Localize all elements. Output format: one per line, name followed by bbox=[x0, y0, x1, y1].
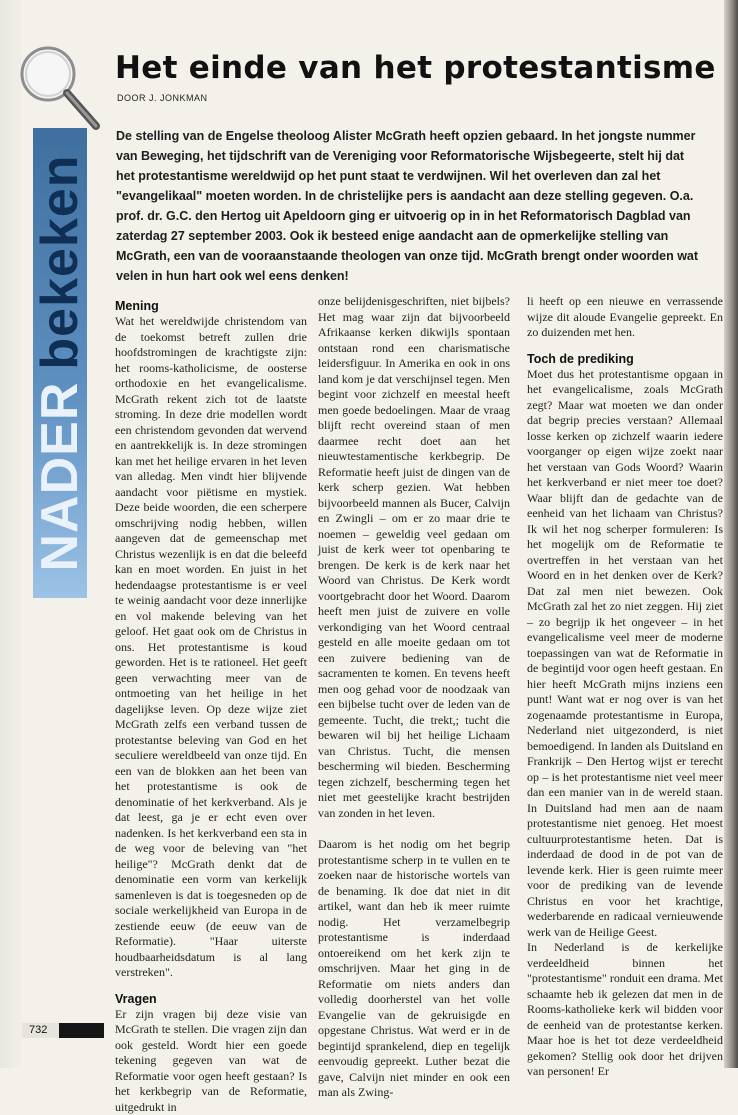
paragraph: onze belijdenisgeschriften, niet bijbels? Het mag waar zijn dat bijvoorbeeld Afrikaanse kerken dikwijls spontaan ontstaan rond een charismatische leidersfiguur. In Amerika en ook in ons land kom je dat verschijnsel tegen. Men begint voor zichzelf en meestal heeft men goede bedoelingen. Maar de vraag blijft recht overeind staan of men daarmee recht doet aan het nieuwtestamentische kerkbegrip. De Reformatie heeft juist de dingen van de kerk scherp gezien. Wat hebben bijvoorbeeld mannen als Bucer, Calvijn en Zwingli – om er zo maar drie te noemen – geweldig veel gedaan om juist de kerk weer tot openbaring te brengen. De kerk is de kerk naar het Woord van Christus. De Kerk wordt voortgebracht door het Woord. Daarom heeft men juist de zuivere en volle verkondiging van het Woord centraal gesteld en alle moeite gedaan om tot een zuivere bediening van de sacramenten te komen. En tevens heeft men oog gehad voor de noodzaak van een bijbelse tucht over de leden van de gemeente. Tucht, die trekt,; tucht die bewaren wil bij het heilige Lichaam van Christus. Tucht, die mensen bescherming wil bieden. Bescherming tegen zichzelf, bescherming tegen het niet met geestelijke kracht bestrijden van zonden in het leven. bbox=[318, 294, 510, 821]
column-3 bbox=[527, 294, 723, 1080]
paragraph: Er zijn vragen bij deze visie van McGrath te stellen. Die vragen zijn dan ook gesteld. Wordt hier een goede tekening gegeven van wat de Reformatie voor ogen heeft gestaan? Is het kerkbegrip van de Reformatie, uitgedrukt in bbox=[115, 1007, 307, 1115]
binding-shadow bbox=[724, 0, 738, 1068]
page-number-bar bbox=[22, 1023, 104, 1038]
paragraph: Daarom is het nodig om het begrip protestantisme scherp in te vullen en te zoeken naar de historische wortels van de benaming. Ik doe dat niet in dit artikel, want dan heb ik meer ruimte nodig. Het verzamelbegrip protestantisme is inderdaad ontoereikend om het kerk zijn te omschrijven. Maar het ging in de Reformatie om niets anders dan volledig doorherstel van het volle Evangelie van de gekruisigde en opgestane Christus. Wat werd er in de begintijd sprankelend, diep en tegelijk eenvoudig gepreekt. Luther bezat die gave, Calvijn niet minder en ook een man als Zwing- bbox=[318, 837, 510, 1101]
byline: DOOR J. JONKMAN bbox=[117, 93, 208, 103]
lead-paragraph: De stelling van de Engelse theoloog Alister McGrath heeft opzien gebaard. In het jongste nummer van Beweging, het tijdschrift van de Vereniging voor Reformatorische Wijsbegeerte, stelt hij dat het protestantisme wereldwijd op het punt staat te verdwijnen. Wil het overleven dan zal het "evangelikaal" moeten worden. In de christelijke pers is aandacht aan deze stelling gegeven. O.a. prof. dr. G.C. den Hertog uit Apeldoorn ging er uitvoerig op in in het Reformatorisch Dagblad van zaterdag 27 september 2003. Ook ik besteed enige aandacht aan de opmerkelijke stelling van McGrath, een van de vooraanstaande theologen van onze tijd. McGrath brengt onder woorden wat velen in hun hart ook wel eens denken! bbox=[116, 126, 702, 286]
section-word-nader: NADER bbox=[31, 382, 89, 572]
page-left-margin bbox=[0, 0, 22, 1068]
page-number: 732 bbox=[22, 1023, 59, 1038]
column-1 bbox=[115, 294, 307, 1115]
column-2 bbox=[318, 294, 510, 1101]
paragraph: Moet dus het protestantisme opgaan in het evangelicalisme, zoals McGrath zegt? Maar wat moeten we dan onder dat begrip precies verstaan? Allemaal losse kerken op zichzelf waarin iedere voorganger op eigen wijze zoekt naar het verstaan van Gods Woord? Waarin het kerkverband er niet meer toe doet? Waar blijft dan de gedachte van de eenheid van het lichaam van Christus? Ik wil het nog scherper formuleren: Is het mogelijk om de Reformatie te overtreffen in het verstaan van het Woord en in het denken over de Kerk? Dat zal men niet bewezen. Ook McGrath zal het zo niet zeggen. Hij ziet – zo begrijp ik het ongeveer – in het evangelicalisme veel meer de moderne toepassingen van wat de Reformatie in de begintijd voor ogen heeft gestaan. En hier heeft McGrath mijns inziens een punt! Want wat er nog over is van het zogenaamde protestantisme in Europa, Nederland niet uitgezonderd, is niet bemoedigend. In landen als Duitsland en Frankrijk – Den Hertog wijst er terecht op – is het protestantisme niet veel meer dan een manier van in de wereld staan. In Duitsland had men aan de naam protestantisme niet genoeg. Het moest cultuurprotestantisme heten. Dat is inderdaad de dood in de pot van de levende kerk. Hier is geen ruimte meer voor de prediking van de levende Christus en voor het krachtige, wederbarende en radicaal vernieuwende werk van de Heilige Geest. bbox=[527, 367, 723, 941]
paragraph: li heeft op een nieuwe en verrassende wijze dit aloude Evangelie gepreekt. En zo duizenden met hen. bbox=[527, 294, 723, 341]
paragraph: In Nederland is de kerkelijke verdeeldheid binnen het "protestantisme" ronduit een drama. Met schaamte heb ik gelezen dat men in de Rooms-katholieke kerk wil bidden voor de eenheid van de protestantse kerken. Maar hoe is het tot deze verdeeldheid gekomen? Stellig ook door het drijven van personen! Er bbox=[527, 940, 723, 1080]
magnifier-icon bbox=[14, 40, 104, 140]
article-title: Het einde van het protestantisme bbox=[115, 50, 716, 86]
section-word-bekeken: bekeken bbox=[31, 154, 89, 369]
heading-mening: Mening bbox=[115, 298, 307, 314]
heading-vragen: Vragen bbox=[115, 991, 307, 1007]
paragraph: Wat het wereldwijde christendom van de toekomst betreft zullen drie hoofdstromingen de krachtigste zijn: het rooms-katholicisme, de oosterse orthodoxie en het evangelicalisme. McGrath rekent zich tot de laatste stroming. In deze drie modellen wordt een christendom gevonden dat wervend en aantrekkelijk is. In deze stromingen kan met het heilige ervaren in het leven van alledag. Men vindt hier blijvende aandacht voor piëtisme en mystiek. Deze beide woorden, die een scherpere omschrijving nodig hebben, willen aangeven dat de gemeenschap met Christus wezenlijk is en dat die beleefd kan en moet worden. En juist in het hedendaagse protestantisme is er veel te weinig aandacht voor deze innerlijke en vol makende beleving van het geloof. Het gaat ook om de Christus in ons. Het protestantisme is koud geworden. Het is te rationeel. Het geeft geen verwachting meer van de ontmoeting van het heilige in het dagelijkse leven. Op deze wijze ziet McGrath zelfs een verband tussen de protestantse beleving van God en het seculiere wereldbeeld van onze tijd. En een van de blokken aan het been van het protestantisme is ook de denominatie of het kerkverband. Als je dat leest, ga je er echt even over nadenken. Is het kerkverband een sta in de weg voor de beleving van "het heilige"? McGrath denkt dat de denominatie een vorm van kerkelijk samenleven is dat is toegesneden op de sociale werkelijkheid van Europa in de zestiende eeuw (de eeuw van de Reformatie). "Haar uiterste houdbaarheidsdatum is al lang verstreken". bbox=[115, 314, 307, 981]
section-label bbox=[34, 154, 86, 571]
heading-toch-de-prediking: Toch de prediking bbox=[527, 351, 723, 367]
